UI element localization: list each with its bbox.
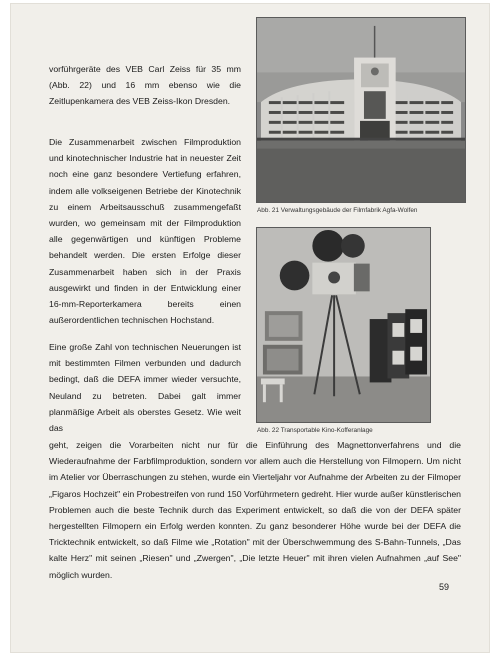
paragraph-cooperation: Die Zusammenarbeit zwischen Filmproduktion und kinotechnischer Industrie hat in neuester Zeit noch eine ganz besondere Vertiefung erfahren, indem alle volkseigenen Betriebe der Kinotechnik zu einem Arbeitsausschuß zusammengefaßt wurden, wo gemeinsam mit der Filmproduktion alle gegenwärtigen und künftigen Probleme behandelt werden. Die ersten Erfolge dieser Zusammenarbeit haben sich in der Praxis ausgewirkt und finden in der Entwicklung einer 16-mm-Reporterkamera bereits einen außerordentlichen technischen Hochstand. — [49, 137, 241, 326]
photo-administration-building — [256, 17, 466, 203]
page-number: 59 — [438, 582, 449, 592]
paragraph-innovations: Eine große Zahl von technischen Neuerungen ist mit bestimmten Filmen verbunden und dadurch bedingt, daß die DEFA immer wieder versuchte, Neuland zu betreten. Dabei galt immer planmäßige Arbeit als oberstes Gesetz. Wie weit das — [49, 342, 241, 434]
book-page — [10, 3, 490, 653]
photo-projector-equipment — [256, 227, 431, 423]
caption-fig22: Abb. 22 Transportable Kino-Kofferanlage — [257, 427, 373, 434]
paragraph-filmoper: geht, zeigen die Vorarbeiten nicht nur für die Einführung des Magnettonverfahrens und die Wiederaufnahme der Farbfilmproduktion, sondern vor allem auch die Herstellung von Filmopern. Um nicht im Atelier vor Überraschungen zu stehen, wurde ein Vierteljahr vor Aufnahme der Arbeiten zu der Filmoper „Figaros Hochzeit" ein Probestreifen von rund 150 Vorführmetern gedreht. Hier wurde außer künstlerischen Problemen auch die beste Technik durch das Experiment entwickelt, so daß die von der DEFA später hergestellten Filmopern ein Erfolg werden konnten. Zu ganz besonderer Höhe wurde bei der DEFA die Tricktechnik entwickelt, so daß Filme wie „Rotation" mit der Überschwemmung des S-Bahn-Tunnels, „Das kalte Herz" mit seinen „Riesen" und „Zwergen", „Die letzte Heuer" mit ihren vielen Aufnahmen „auf See" möglich wurden. — [49, 440, 461, 580]
paragraph-intro: vorführgeräte des VEB Carl Zeiss für 35 mm (Abb. 22) und 16 mm ebenso wie die Zeitlupenkamera des VEB Zeiss-Ikon Dresden. — [49, 64, 241, 107]
caption-fig21: Abb. 21 Verwaltungsgebäude der Filmfabrik Agfa-Wolfen — [257, 207, 418, 214]
